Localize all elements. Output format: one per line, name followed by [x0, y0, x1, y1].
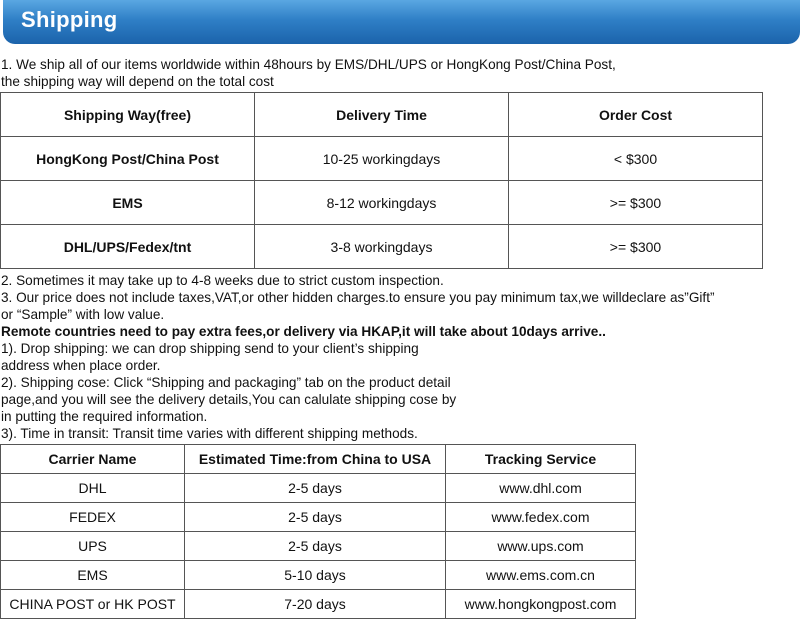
tracking-cell: www.hongkongpost.com [446, 590, 636, 619]
estimated-time-cell: 2-5 days [185, 532, 446, 561]
tracking-cell: www.ems.com.cn [446, 561, 636, 590]
header-order-cost: Order Cost [509, 93, 763, 137]
delivery-time-cell: 3-8 workingdays [255, 225, 509, 269]
table-row [1, 532, 636, 561]
tracking-cell: www.dhl.com [446, 474, 636, 503]
tracking-cell: www.ups.com [446, 532, 636, 561]
note-line: 2. Sometimes it may take up to 4-8 weeks due to strict custom inspection. [1, 273, 444, 288]
note-line: 3. Our price does not include taxes,VAT,or other hidden charges.to ensure you pay minimum tax,we willdeclare as”Gift” [1, 290, 715, 305]
intro-line-2: the shipping way will depend on the total cost [1, 74, 274, 89]
table-header-row [1, 93, 763, 137]
note-line: address when place order. [1, 358, 161, 373]
note-line: 1). Drop shipping: we can drop shipping send to your client’s shipping [1, 341, 419, 356]
estimated-time-cell: 7-20 days [185, 590, 446, 619]
order-cost-cell: >= $300 [509, 225, 763, 269]
table-row [1, 503, 636, 532]
note-line: 3). Time in transit: Transit time varies with different shipping methods. [1, 426, 418, 441]
carrier-cell: UPS [1, 532, 185, 561]
table-row [1, 181, 763, 225]
shipping-way-table [0, 92, 763, 269]
header-shipping-way: Shipping Way(free) [1, 93, 255, 137]
carrier-cell: FEDEX [1, 503, 185, 532]
carrier-table [0, 444, 636, 619]
header-estimated-time: Estimated Time:from China to USA [185, 445, 446, 474]
note-line: or “Sample” with low value. [1, 307, 165, 322]
shipping-way-cell: HongKong Post/China Post [1, 137, 255, 181]
note-line: in putting the required information. [1, 409, 208, 424]
table-row [1, 137, 763, 181]
shipping-banner [3, 0, 800, 44]
header-carrier-name: Carrier Name [1, 445, 185, 474]
remote-countries-note: Remote countries need to pay extra fees,or delivery via HKAP,it will take about 10days arrive.. [1, 324, 606, 339]
note-line: 2). Shipping cose: Click “Shipping and packaging” tab on the product detail [1, 375, 451, 390]
note-line: page,and you will see the delivery details,You can calulate shipping cose by [1, 392, 457, 407]
delivery-time-cell: 10-25 workingdays [255, 137, 509, 181]
carrier-cell: DHL [1, 474, 185, 503]
estimated-time-cell: 2-5 days [185, 474, 446, 503]
intro-line-1: 1. We ship all of our items worldwide within 48hours by EMS/DHL/UPS or HongKong Post/China Post, [1, 57, 616, 72]
table-row [1, 225, 763, 269]
table-row [1, 561, 636, 590]
shipping-way-cell: DHL/UPS/Fedex/tnt [1, 225, 255, 269]
table-header-row [1, 445, 636, 474]
banner-title: Shipping [21, 7, 118, 32]
carrier-cell: EMS [1, 561, 185, 590]
table-row [1, 474, 636, 503]
table-row [1, 590, 636, 619]
tracking-cell: www.fedex.com [446, 503, 636, 532]
order-cost-cell: >= $300 [509, 181, 763, 225]
carrier-cell: CHINA POST or HK POST [1, 590, 185, 619]
header-tracking-service: Tracking Service [446, 445, 636, 474]
shipping-way-cell: EMS [1, 181, 255, 225]
delivery-time-cell: 8-12 workingdays [255, 181, 509, 225]
estimated-time-cell: 2-5 days [185, 503, 446, 532]
header-delivery-time: Delivery Time [255, 93, 509, 137]
estimated-time-cell: 5-10 days [185, 561, 446, 590]
order-cost-cell: < $300 [509, 137, 763, 181]
